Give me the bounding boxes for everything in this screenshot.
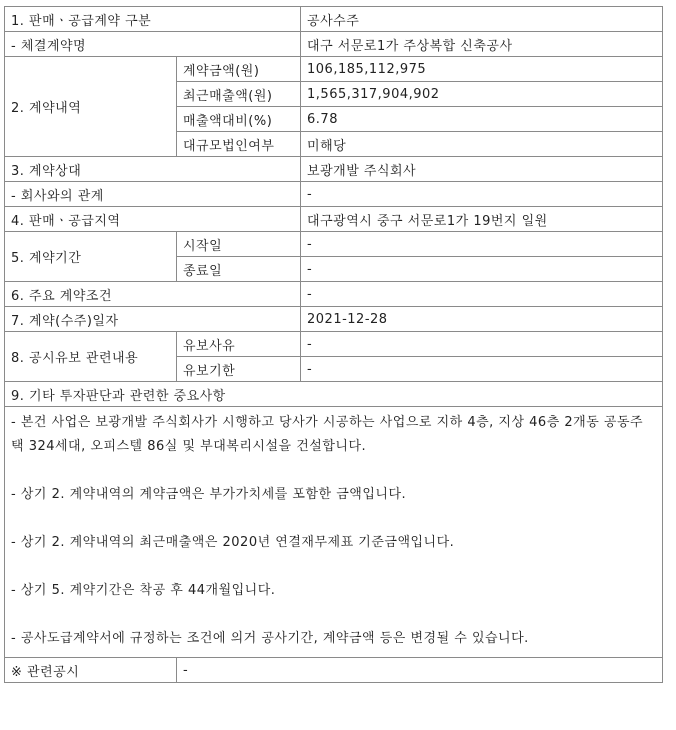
main-terms-label: 6. 주요 계약조건 [5, 282, 301, 307]
note-paragraph: - 상기 2. 계약내역의 최근매출액은 2020년 연결재무제표 기준금액입니다. [11, 535, 455, 550]
note-paragraph: - 상기 5. 계약기간은 착공 후 44개월입니다. [11, 583, 276, 598]
related-disclosure-label: ※ 관련공시 [5, 658, 177, 683]
contract-details-label: 2. 계약내역 [5, 57, 177, 157]
note-paragraph: - 공사도급계약서에 규정하는 조건에 의거 공사기간, 계약금액 등은 변경될 수 있습니다. [11, 631, 529, 646]
contract-name-value: 대구 서문로1가 주상복합 신축공사 [301, 32, 663, 57]
contract-date-value: 2021-12-28 [301, 307, 663, 332]
end-date-value: - [301, 257, 663, 282]
relationship-label: - 회사와의 관계 [5, 182, 301, 207]
contract-disclosure-table [4, 6, 663, 683]
recent-sales-label: 최근매출액(원) [177, 82, 301, 107]
start-date-label: 시작일 [177, 232, 301, 257]
contract-type-value: 공사수주 [301, 7, 663, 32]
main-terms-value: - [301, 282, 663, 307]
table-row [5, 32, 663, 57]
table-row [5, 332, 663, 357]
deferral-reason-value: - [301, 332, 663, 357]
note-paragraph: - 상기 2. 계약내역의 계약금액은 부가가치세를 포함한 금액입니다. [11, 487, 407, 502]
other-matters-label: 9. 기타 투자판단과 관련한 중요사항 [5, 382, 663, 407]
start-date-value: - [301, 232, 663, 257]
deferral-period-value: - [301, 357, 663, 382]
related-disclosure-value: - [177, 658, 663, 683]
deferral-reason-label: 유보사유 [177, 332, 301, 357]
table-row [5, 658, 663, 683]
contract-date-label: 7. 계약(수주)일자 [5, 307, 301, 332]
table-row [5, 307, 663, 332]
table-row [5, 182, 663, 207]
disclosure-deferral-label: 8. 공시유보 관련내용 [5, 332, 177, 382]
sales-ratio-label: 매출액대비(%) [177, 107, 301, 132]
table-row [5, 157, 663, 182]
note-paragraph: - 본건 사업은 보광개발 주식회사가 시행하고 당사가 시공하는 사업으로 지하 4층, 지상 46층 2개동 공동주택 324세대, 오피스텔 86실 및 부대복리시설을 건설합니다. [11, 415, 644, 454]
table-row [5, 282, 663, 307]
supply-region-label: 4. 판매ㆍ공급지역 [5, 207, 301, 232]
table-row [5, 57, 663, 82]
contract-period-label: 5. 계약기간 [5, 232, 177, 282]
relationship-value: - [301, 182, 663, 207]
large-corp-value: 미해당 [301, 132, 663, 157]
table-row [5, 232, 663, 257]
other-matters-notes [5, 407, 663, 658]
contract-type-label: 1. 판매ㆍ공급계약 구분 [5, 7, 301, 32]
table-row [5, 207, 663, 232]
table-row [5, 382, 663, 407]
sales-ratio-value: 6.78 [301, 107, 663, 132]
table-row [5, 407, 663, 658]
recent-sales-value: 1,565,317,904,902 [301, 82, 663, 107]
large-corp-label: 대규모법인여부 [177, 132, 301, 157]
deferral-period-label: 유보기한 [177, 357, 301, 382]
end-date-label: 종료일 [177, 257, 301, 282]
counterparty-label: 3. 계약상대 [5, 157, 301, 182]
contract-name-label: - 체결계약명 [5, 32, 301, 57]
table-row [5, 7, 663, 32]
contract-amount-label: 계약금액(원) [177, 57, 301, 82]
contract-amount-value: 106,185,112,975 [301, 57, 663, 82]
counterparty-value: 보광개발 주식회사 [301, 157, 663, 182]
supply-region-value: 대구광역시 중구 서문로1가 19번지 일원 [301, 207, 663, 232]
